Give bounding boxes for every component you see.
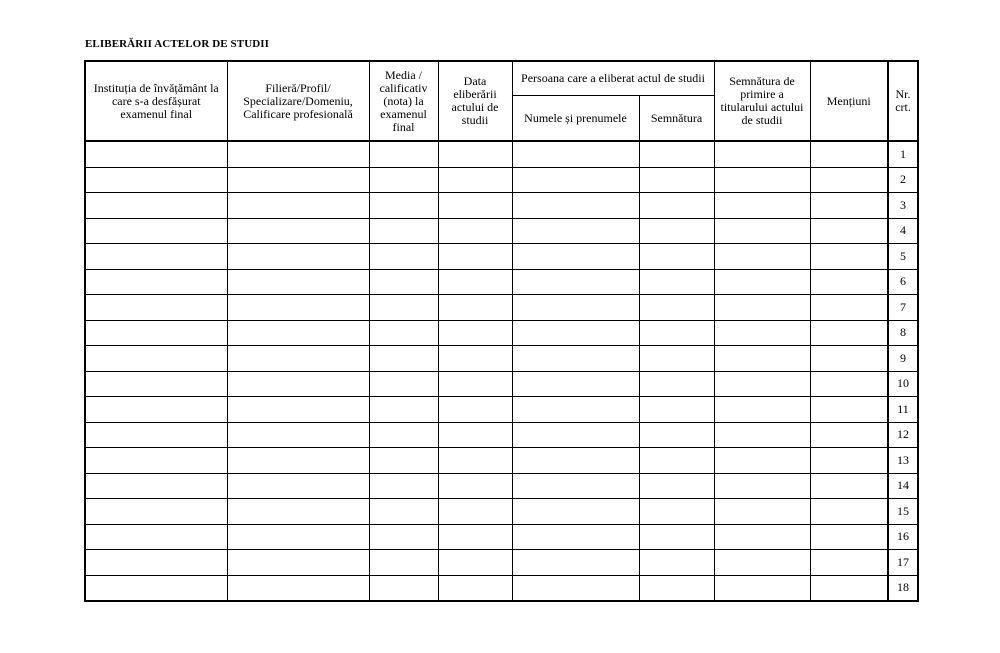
issuer-signature-cell[interactable] <box>639 167 714 193</box>
mentions-cell[interactable] <box>810 371 888 397</box>
grade-cell[interactable] <box>369 448 438 474</box>
row-number-cell: 7 <box>888 295 918 321</box>
table-row <box>85 397 918 423</box>
recipient-signature-cell[interactable] <box>714 422 810 448</box>
issuer-signature-cell[interactable] <box>639 473 714 499</box>
header-issue-date <box>438 61 512 141</box>
mentions-cell[interactable] <box>810 218 888 244</box>
recipient-signature-cell[interactable] <box>714 218 810 244</box>
specialization-cell[interactable] <box>227 193 369 219</box>
table-row <box>85 422 918 448</box>
grade-cell[interactable] <box>369 575 438 601</box>
grade-cell[interactable] <box>369 422 438 448</box>
row-number-cell: 11 <box>888 397 918 423</box>
issuer-signature-cell[interactable] <box>639 320 714 346</box>
issue-date-cell[interactable] <box>438 550 512 576</box>
specialization-cell[interactable] <box>227 397 369 423</box>
table-body <box>85 141 918 601</box>
issuer-signature-cell[interactable] <box>639 141 714 167</box>
institution-cell[interactable] <box>85 295 227 321</box>
mentions-cell[interactable] <box>810 422 888 448</box>
table-row <box>85 295 918 321</box>
row-number-cell: 18 <box>888 575 918 601</box>
header-row-number <box>888 61 918 141</box>
recipient-signature-cell[interactable] <box>714 141 810 167</box>
recipient-signature-cell[interactable] <box>714 550 810 576</box>
header-institution-label: Instituția de învățământ la care s-a desfășurat examenul final <box>93 80 219 121</box>
register-table <box>84 60 919 602</box>
issue-date-cell[interactable] <box>438 295 512 321</box>
mentions-cell[interactable] <box>810 499 888 525</box>
mentions-cell[interactable] <box>810 193 888 219</box>
specialization-cell[interactable] <box>227 448 369 474</box>
row-number-cell: 4 <box>888 218 918 244</box>
issuer-name-cell[interactable] <box>512 499 639 525</box>
row-number-cell: 6 <box>888 269 918 295</box>
issuer-signature-cell[interactable] <box>639 269 714 295</box>
mentions-cell[interactable] <box>810 244 888 270</box>
grade-cell[interactable] <box>369 320 438 346</box>
grade-cell[interactable] <box>369 295 438 321</box>
issue-date-cell[interactable] <box>438 346 512 372</box>
mentions-cell[interactable] <box>810 141 888 167</box>
issuer-signature-cell[interactable] <box>639 575 714 601</box>
institution-cell[interactable] <box>85 193 227 219</box>
institution-cell[interactable] <box>85 575 227 601</box>
issuer-signature-cell[interactable] <box>639 218 714 244</box>
institution-cell[interactable] <box>85 499 227 525</box>
specialization-cell[interactable] <box>227 575 369 601</box>
issuer-name-cell[interactable] <box>512 320 639 346</box>
header-issuer-signature-label: Semnătura <box>650 110 703 125</box>
issuer-name-cell[interactable] <box>512 141 639 167</box>
grade-cell[interactable] <box>369 193 438 219</box>
issuer-name-cell[interactable] <box>512 524 639 550</box>
grade-cell[interactable] <box>369 371 438 397</box>
issuer-signature-cell[interactable] <box>639 193 714 219</box>
recipient-signature-cell[interactable] <box>714 575 810 601</box>
issue-date-cell[interactable] <box>438 397 512 423</box>
header-mentions <box>810 61 888 141</box>
row-number-cell: 14 <box>888 473 918 499</box>
institution-cell[interactable] <box>85 371 227 397</box>
institution-cell[interactable] <box>85 167 227 193</box>
row-number-cell: 10 <box>888 371 918 397</box>
mentions-cell[interactable] <box>810 524 888 550</box>
issuer-signature-cell[interactable] <box>639 499 714 525</box>
issuer-name-cell[interactable] <box>512 218 639 244</box>
mentions-cell[interactable] <box>810 167 888 193</box>
table-row <box>85 218 918 244</box>
issue-date-cell[interactable] <box>438 575 512 601</box>
institution-cell[interactable] <box>85 346 227 372</box>
issuer-name-cell[interactable] <box>512 448 639 474</box>
grade-cell[interactable] <box>369 397 438 423</box>
table-row <box>85 371 918 397</box>
issue-date-cell[interactable] <box>438 499 512 525</box>
table-row <box>85 167 918 193</box>
mentions-cell[interactable] <box>810 575 888 601</box>
issuer-name-cell[interactable] <box>512 550 639 576</box>
specialization-cell[interactable] <box>227 167 369 193</box>
issuer-signature-cell[interactable] <box>639 397 714 423</box>
recipient-signature-cell[interactable] <box>714 167 810 193</box>
recipient-signature-cell[interactable] <box>714 448 810 474</box>
row-number-cell: 15 <box>888 499 918 525</box>
table-row <box>85 141 918 167</box>
table-header <box>85 61 918 141</box>
header-issue-date-label: Data eliberării actului de studii <box>451 74 499 127</box>
issue-date-cell[interactable] <box>438 371 512 397</box>
specialization-cell[interactable] <box>227 524 369 550</box>
specialization-cell[interactable] <box>227 141 369 167</box>
specialization-cell[interactable] <box>227 269 369 295</box>
institution-cell[interactable] <box>85 269 227 295</box>
recipient-signature-cell[interactable] <box>714 269 810 295</box>
page-title: ELIBERĂRII ACTELOR DE STUDII <box>85 38 270 50</box>
specialization-cell[interactable] <box>227 295 369 321</box>
header-specialization <box>227 61 369 141</box>
issuer-name-cell[interactable] <box>512 397 639 423</box>
table-row <box>85 193 918 219</box>
table-row <box>85 244 918 270</box>
recipient-signature-cell[interactable] <box>714 499 810 525</box>
header-issuer-name-label: Numele și prenumele <box>524 110 627 125</box>
issuer-name-cell[interactable] <box>512 269 639 295</box>
header-issuer-name <box>512 96 639 142</box>
mentions-cell[interactable] <box>810 473 888 499</box>
specialization-cell[interactable] <box>227 473 369 499</box>
issuer-signature-cell[interactable] <box>639 524 714 550</box>
specialization-cell[interactable] <box>227 218 369 244</box>
recipient-signature-cell[interactable] <box>714 371 810 397</box>
issuer-name-cell[interactable] <box>512 295 639 321</box>
institution-cell[interactable] <box>85 422 227 448</box>
header-issuer-signature <box>639 96 714 142</box>
table-row <box>85 320 918 346</box>
header-specialization-label: Filieră/Profil/ Specializare/Domeniu, Calificare profesională <box>243 80 353 121</box>
issuer-name-cell[interactable] <box>512 193 639 219</box>
table-row <box>85 499 918 525</box>
recipient-signature-cell[interactable] <box>714 244 810 270</box>
issue-date-cell[interactable] <box>438 193 512 219</box>
mentions-cell[interactable] <box>810 550 888 576</box>
issue-date-cell[interactable] <box>438 269 512 295</box>
grade-cell[interactable] <box>369 269 438 295</box>
recipient-signature-cell[interactable] <box>714 524 810 550</box>
header-grade <box>369 61 438 141</box>
institution-cell[interactable] <box>85 550 227 576</box>
issue-date-cell[interactable] <box>438 244 512 270</box>
mentions-cell[interactable] <box>810 397 888 423</box>
row-number-cell: 1 <box>888 141 918 167</box>
row-number-cell: 2 <box>888 167 918 193</box>
table-row <box>85 473 918 499</box>
grade-cell[interactable] <box>369 141 438 167</box>
issue-date-cell[interactable] <box>438 218 512 244</box>
grade-cell[interactable] <box>369 167 438 193</box>
header-recipient-signature-label: Semnătura de primire a titularului actului de studii <box>720 74 804 127</box>
issuer-name-cell[interactable] <box>512 422 639 448</box>
institution-cell[interactable] <box>85 320 227 346</box>
issuer-signature-cell[interactable] <box>639 448 714 474</box>
table-row <box>85 269 918 295</box>
row-number-cell: 9 <box>888 346 918 372</box>
recipient-signature-cell[interactable] <box>714 473 810 499</box>
row-number-cell: 5 <box>888 244 918 270</box>
mentions-cell[interactable] <box>810 269 888 295</box>
recipient-signature-cell[interactable] <box>714 397 810 423</box>
institution-cell[interactable] <box>85 397 227 423</box>
grade-cell[interactable] <box>369 473 438 499</box>
issuer-name-cell[interactable] <box>512 575 639 601</box>
header-issuer-group-label: Persoana care a eliberat actul de studii <box>521 71 705 85</box>
row-number-cell: 3 <box>888 193 918 219</box>
mentions-cell[interactable] <box>810 320 888 346</box>
table-row <box>85 448 918 474</box>
table-row <box>85 575 918 601</box>
mentions-cell[interactable] <box>810 448 888 474</box>
issuer-name-cell[interactable] <box>512 346 639 372</box>
header-mentions-label: Mențiuni <box>826 93 871 108</box>
issue-date-cell[interactable] <box>438 167 512 193</box>
row-number-cell: 17 <box>888 550 918 576</box>
table-row <box>85 550 918 576</box>
specialization-cell[interactable] <box>227 244 369 270</box>
issuer-name-cell[interactable] <box>512 473 639 499</box>
recipient-signature-cell[interactable] <box>714 320 810 346</box>
recipient-signature-cell[interactable] <box>714 346 810 372</box>
issuer-signature-cell[interactable] <box>639 295 714 321</box>
specialization-cell[interactable] <box>227 499 369 525</box>
specialization-cell[interactable] <box>227 550 369 576</box>
row-number-cell: 16 <box>888 524 918 550</box>
row-number-cell: 8 <box>888 320 918 346</box>
institution-cell[interactable] <box>85 244 227 270</box>
issue-date-cell[interactable] <box>438 422 512 448</box>
row-number-cell: 12 <box>888 422 918 448</box>
recipient-signature-cell[interactable] <box>714 193 810 219</box>
row-number-cell: 13 <box>888 448 918 474</box>
specialization-cell[interactable] <box>227 371 369 397</box>
institution-cell[interactable] <box>85 141 227 167</box>
header-row-top <box>85 61 918 96</box>
institution-cell[interactable] <box>85 473 227 499</box>
table-row <box>85 524 918 550</box>
institution-cell[interactable] <box>85 524 227 550</box>
issue-date-cell[interactable] <box>438 448 512 474</box>
specialization-cell[interactable] <box>227 422 369 448</box>
issuer-signature-cell[interactable] <box>639 422 714 448</box>
issue-date-cell[interactable] <box>438 320 512 346</box>
header-grade-label: Media / calificativ (nota) la examenul final <box>379 67 428 134</box>
issue-date-cell[interactable] <box>438 141 512 167</box>
grade-cell[interactable] <box>369 244 438 270</box>
header-institution <box>85 61 227 141</box>
issuer-signature-cell[interactable] <box>639 346 714 372</box>
grade-cell[interactable] <box>369 218 438 244</box>
mentions-cell[interactable] <box>810 346 888 372</box>
issuer-name-cell[interactable] <box>512 244 639 270</box>
issue-date-cell[interactable] <box>438 524 512 550</box>
issue-date-cell[interactable] <box>438 473 512 499</box>
header-issuer-group <box>512 61 714 96</box>
table-row <box>85 346 918 372</box>
recipient-signature-cell[interactable] <box>714 295 810 321</box>
specialization-cell[interactable] <box>227 320 369 346</box>
grade-cell[interactable] <box>369 346 438 372</box>
header-recipient-signature <box>714 61 810 141</box>
grade-cell[interactable] <box>369 524 438 550</box>
mentions-cell[interactable] <box>810 295 888 321</box>
issuer-name-cell[interactable] <box>512 371 639 397</box>
grade-cell[interactable] <box>369 550 438 576</box>
issuer-signature-cell[interactable] <box>639 244 714 270</box>
header-row-number-label: Nr. crt. <box>895 87 911 114</box>
grade-cell[interactable] <box>369 499 438 525</box>
institution-cell[interactable] <box>85 448 227 474</box>
issuer-signature-cell[interactable] <box>639 550 714 576</box>
issuer-signature-cell[interactable] <box>639 371 714 397</box>
institution-cell[interactable] <box>85 218 227 244</box>
issuer-name-cell[interactable] <box>512 167 639 193</box>
specialization-cell[interactable] <box>227 346 369 372</box>
